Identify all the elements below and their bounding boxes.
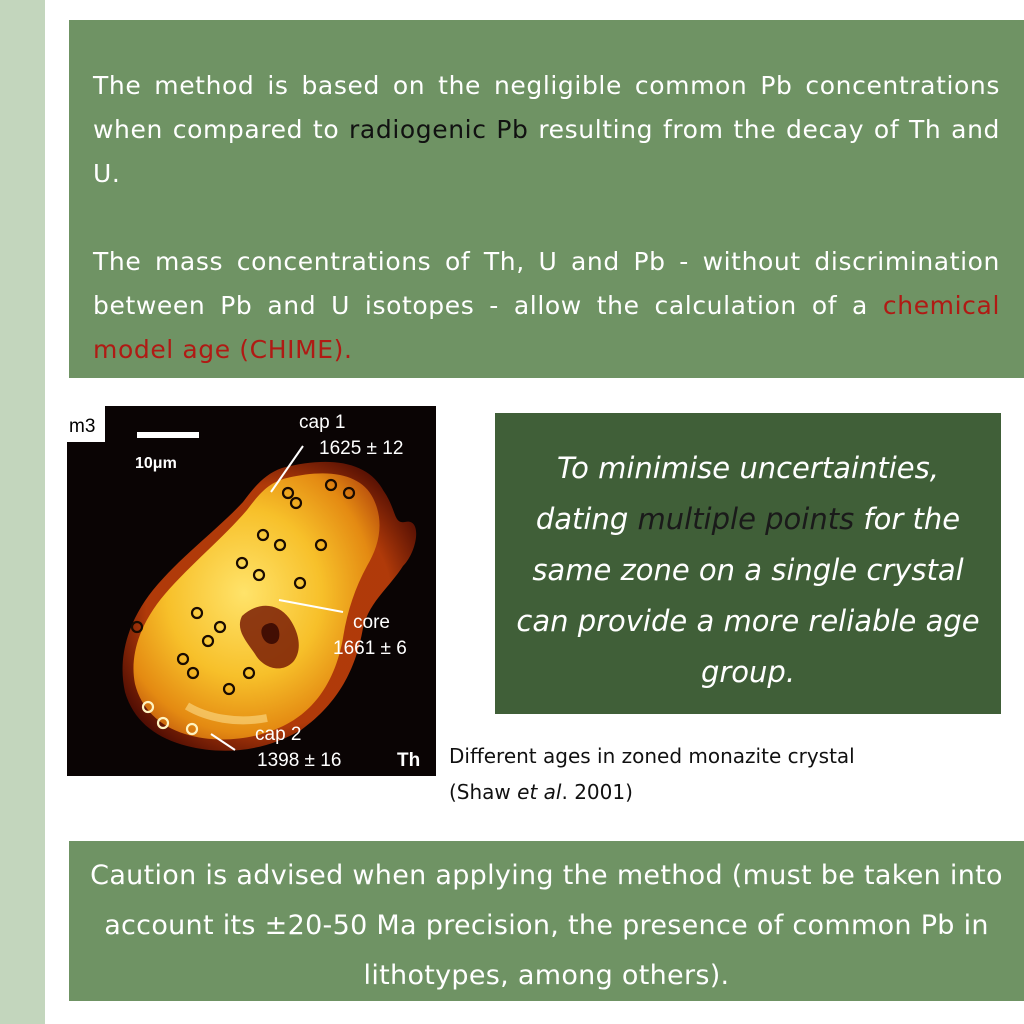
scale-bar-label: 10μm [135, 455, 177, 472]
caption-line-1: Different ages in zoned monazite crystal [449, 744, 855, 768]
intro-box [69, 20, 1024, 378]
radiogenic-pb-highlight: radiogenic Pb [349, 115, 529, 144]
callout-box [495, 413, 1001, 714]
figure-caption [449, 738, 969, 810]
caution-box [69, 841, 1024, 1001]
cap1-label: cap 1 [299, 412, 346, 433]
cap2-age: 1398 ± 16 [257, 750, 342, 771]
caution-text: Caution is advised when applying the method (must be taken into account its ±20-50 Ma precision, the presence of common Pb in lithotypes, among others). [90, 860, 1003, 991]
chime-highlight: chemical model age (CHIME). [93, 291, 1000, 364]
intro-paragraph-1 [93, 64, 1000, 196]
multiple-points-highlight: multiple points [637, 502, 855, 536]
intro-paragraph-2 [93, 240, 1000, 372]
core-age: 1661 ± 6 [333, 638, 407, 659]
cap1-age: 1625 ± 12 [319, 438, 404, 459]
panel-label: m3 [69, 416, 96, 437]
caption-line-2 [449, 774, 969, 810]
callout-text-a: To minimise uncertainties, dating [535, 451, 939, 536]
side-strip [0, 0, 45, 1024]
caption-citation-b: . 2001) [561, 780, 633, 804]
element-label: Th [397, 750, 421, 771]
cap2-label: cap 2 [255, 724, 302, 745]
callout-text-b: for the same zone on a single crystal can provide a more reliable age group. [516, 502, 980, 689]
intro-p1-text-b: resulting from the decay of Th and U. [93, 115, 1001, 188]
intro-p1-text-a: The method is based on the negligible common Pb concentrations when compared to [93, 71, 1000, 144]
monazite-image [67, 406, 436, 776]
intro-p2-text-a: The mass concentrations of Th, U and Pb - without discrimination between Pb and U isotopes - allow the calculation of a [93, 247, 1000, 320]
scale-bar [137, 432, 199, 438]
caption-citation-a: (Shaw [449, 780, 518, 804]
monazite-figure [67, 406, 436, 776]
core-label: core [353, 612, 390, 633]
caption-citation-italic: et al [517, 780, 562, 804]
